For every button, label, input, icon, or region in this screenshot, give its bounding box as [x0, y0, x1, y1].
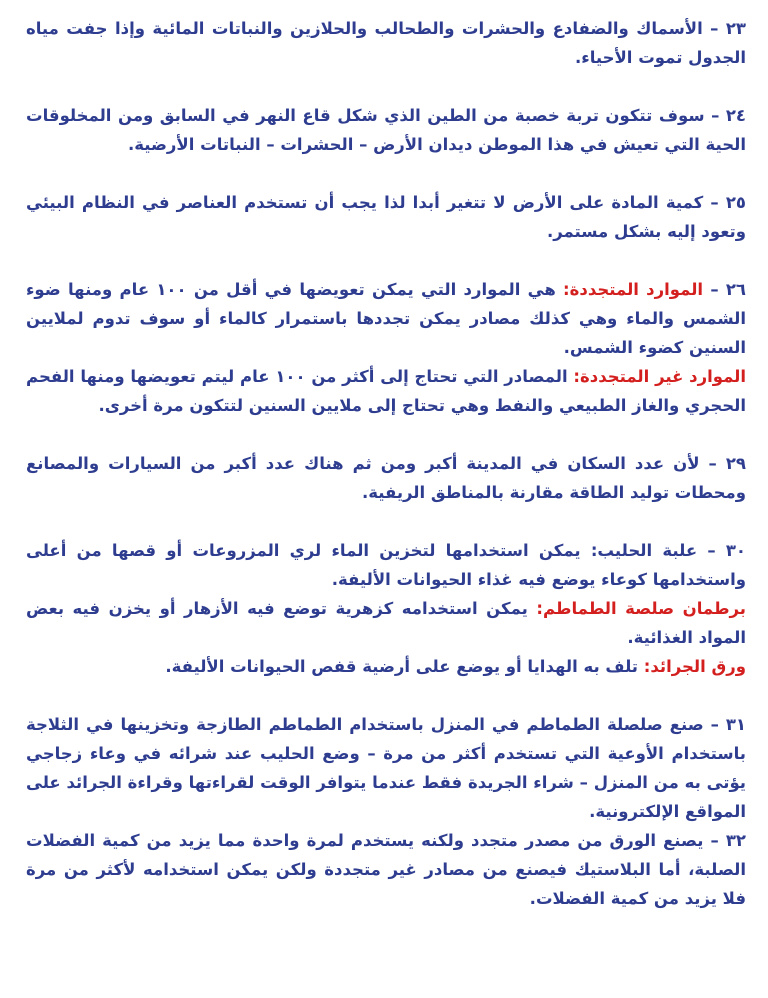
answer-30 — [26, 536, 746, 594]
answer-26-renewable — [26, 275, 746, 362]
answer-32-text: ٣٢ – يصنع الورق من مصدر متجدد ولكنه يستخدم لمرة واحدة مما يزيد من كمية الفضلات الصلبة، أما البلاستيك فيصنع من مصادر غير متجددة ولكن يمكن استخدامه لأكثر من مرة فلا يزيد من كمية الفضلات. — [26, 831, 746, 908]
answer-26-number: ٢٦ – — [703, 280, 746, 299]
answer-30-tomato-jar — [26, 594, 746, 652]
answer-30-text: ٣٠ – علبة الحليب: يمكن استخدامها لتخزين الماء لري المزروعات أو قصها من أعلى واستخدامها كوعاء يوضع فيه غذاء الحيوانات الأليفة. — [26, 541, 746, 589]
answer-25-text: ٢٥ – كمية المادة على الأرض لا تتغير أبدا لذا يجب أن تستخدم العناصر في النظام البيئي وتعود إليه بشكل مستمر. — [26, 193, 746, 241]
answer-29-text: ٢٩ – لأن عدد السكان في المدينة أكبر ومن ثم هناك عدد أكبر من السيارات والمصانع ومحطات توليد الطاقة مقارنة بالمناطق الريفية. — [26, 454, 746, 502]
answer-23 — [26, 14, 746, 72]
answer-29 — [26, 449, 746, 507]
answer-26-nonrenewable — [26, 362, 746, 420]
answer-31 — [26, 710, 746, 826]
nonrenewable-resources-definition: المصادر التي تحتاج إلى أكثر من ١٠٠ عام ليتم تعويضها ومنها الفحم الحجري والغاز الطبيعي والنفط وهي تحتاج إلى ملايين السنين لتتكون مرة أخرى. — [26, 367, 746, 415]
answer-30-newspaper — [26, 652, 746, 681]
newspaper-text: تلف به الهدايا أو يوضع على أرضية قفص الحيوانات الأليفة. — [165, 657, 644, 676]
answer-24 — [26, 101, 746, 159]
tomato-jar-term: برطمان صلصة الطماطم: — [536, 599, 746, 618]
nonrenewable-resources-term: الموارد غير المتجددة: — [573, 367, 746, 386]
answer-24-text: ٢٤ – سوف تتكون تربة خصبة من الطين الذي شكل قاع النهر في السابق ومن المخلوقات الحية التي تعيش في هذا الموطن ديدان الأرض – الحشرات – النباتات الأرضية. — [26, 106, 746, 154]
answer-23-text: ٢٣ – الأسماك والضفادع والحشرات والطحالب والحلازين والنباتات المائية وإذا جفت مياه الجدول تموت الأحياء. — [26, 19, 746, 67]
answer-25 — [26, 188, 746, 246]
tomato-jar-text: يمكن استخدامه كزهرية توضع فيه الأزهار أو يخزن فيه بعض المواد الغذائية. — [26, 599, 746, 647]
answer-31-text: ٣١ – صنع صلصلة الطماطم في المنزل باستخدام الطماطم الطازجة وتخزينها في الثلاجة باستخدام الأوعية التي تستخدم أكثر من مرة – وضع الحليب عند شرائه في وعاء زجاجي يؤتى به من المنزل – شراء الجريدة فقط عندما يتوافر الوقت لقراءتها وقراءة الجرائد على المواقع الإلكترونية. — [26, 715, 746, 821]
renewable-resources-term: الموارد المتجددة: — [563, 280, 704, 299]
newspaper-term: ورق الجرائد: — [643, 657, 746, 676]
answer-32 — [26, 826, 746, 913]
renewable-resources-definition: هي الموارد التي يمكن تعويضها في أقل من ١٠٠ عام ومنها ضوء الشمس والماء وهي كذلك مصادر يمكن تجددها باستمرار كالماء أو سوف تدوم لملايين السنين كضوء الشمس. — [26, 280, 746, 357]
